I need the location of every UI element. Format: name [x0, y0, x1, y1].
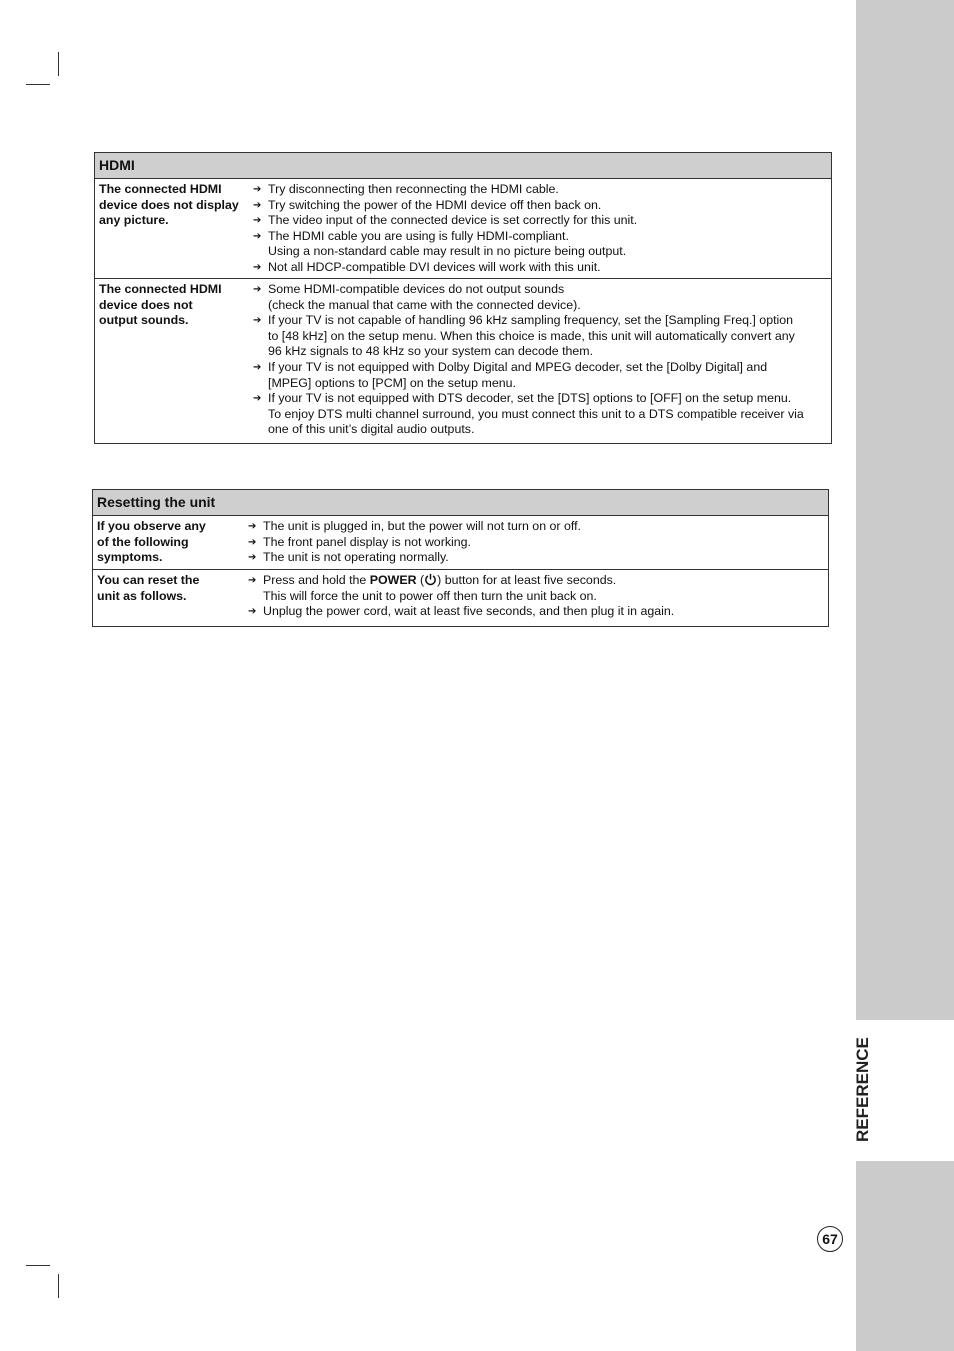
- bullet-text: Try switching the power of the HDMI device off then back on.: [268, 197, 602, 212]
- bullet-text: (check the manual that came with the connected device).: [268, 297, 581, 312]
- bullet-item-continuation: [250, 244, 831, 260]
- crop-mark: [26, 84, 50, 85]
- arrow-icon: ➔: [253, 393, 262, 405]
- row-label-line: You can reset the: [97, 573, 200, 587]
- bullet-item-continuation: [245, 589, 828, 605]
- bullet-text: If your TV is not equipped with DTS decoder, set the [DTS] options to [OFF] on the setup menu.: [268, 391, 792, 406]
- arrow-icon: [250, 329, 268, 345]
- arrow-icon: ➔: [248, 606, 257, 618]
- bullet-item: [245, 573, 828, 589]
- bullet-item: [245, 550, 828, 566]
- bullet-text: 96 kHz signals to 48 kHz so your system can decode them.: [268, 344, 594, 359]
- bullet-text: to [48 kHz] on the setup menu. When this choice is made, this unit will automatically convert any: [268, 328, 795, 343]
- table-row: [95, 179, 831, 278]
- bullet-item-continuation: [250, 329, 831, 345]
- bullet-item: [250, 229, 831, 245]
- bullet-item-continuation: [250, 344, 831, 360]
- bullet-item: [250, 213, 831, 229]
- row-label-line: device does not display: [99, 197, 239, 212]
- arrow-icon: ➔: [253, 284, 262, 295]
- bullet-text: one of this unit’s digital audio outputs.: [268, 422, 475, 437]
- row-label: [95, 279, 250, 441]
- row-label-line: of the following: [97, 534, 189, 549]
- bullet-text: Unplug the power cord, wait at least five seconds, and then plug it in again.: [263, 604, 675, 619]
- side-tab-top: [856, 0, 954, 1020]
- row-label-line: device does not: [99, 297, 193, 312]
- reset-rows: [93, 516, 828, 625]
- side-tab-strip: [853, 0, 954, 1351]
- arrow-icon: [245, 589, 263, 605]
- reset-table: [92, 489, 829, 627]
- bullet-text: The unit is not operating normally.: [263, 550, 449, 565]
- side-tab-label: REFERENCE: [853, 1037, 872, 1143]
- bullet-text: Try disconnecting then reconnecting the HDMI cable.: [268, 182, 559, 196]
- arrow-icon: ➔: [248, 536, 257, 548]
- bullet-text: Press and hold the POWER ( ) button for at least five seconds.: [263, 573, 617, 587]
- bullet-item-continuation: [250, 376, 831, 392]
- bullet-text: Some HDMI-compatible devices do not output sounds: [268, 282, 565, 296]
- bullet-text: Not all HDCP-compatible DVI devices will work with this unit.: [268, 259, 601, 274]
- bullet-text: The HDMI cable you are using is fully HDMI-compliant.: [268, 228, 569, 243]
- row-items: [245, 570, 828, 625]
- arrow-icon: [250, 344, 268, 360]
- arrow-icon: [250, 407, 268, 423]
- hdmi-table: [94, 152, 832, 444]
- arrow-icon: ➔: [248, 552, 257, 564]
- row-label-line: If you observe any: [97, 519, 206, 533]
- arrow-icon: ➔: [253, 215, 262, 227]
- row-items: [250, 279, 831, 441]
- bullet-item-continuation: [250, 407, 831, 423]
- bullet-item: [250, 313, 831, 329]
- bullet-item: [245, 535, 828, 551]
- row-label-line: The connected HDMI: [99, 282, 222, 296]
- bullet-item-continuation: [250, 422, 831, 438]
- hdmi-rows: [95, 179, 831, 441]
- arrow-icon: ➔: [248, 575, 257, 586]
- arrow-icon: [250, 244, 268, 260]
- arrow-icon: ➔: [253, 230, 262, 242]
- bullet-text: The video input of the connected device is set correctly for this unit.: [268, 213, 638, 228]
- row-label-line: symptoms.: [97, 550, 163, 565]
- row-label-line: unit as follows.: [97, 588, 187, 603]
- arrow-icon: ➔: [253, 315, 262, 327]
- bullet-item: [250, 260, 831, 276]
- bullet-item: [250, 360, 831, 376]
- bullet-text: The unit is plugged in, but the power will not turn on or off.: [263, 519, 581, 533]
- arrow-icon: ➔: [248, 521, 257, 532]
- arrow-icon: [250, 422, 268, 438]
- bullet-text: To enjoy DTS multi channel surround, you must connect this unit to a DTS compatible receiver via: [268, 406, 804, 421]
- side-tab-bottom: [856, 1161, 954, 1351]
- hdmi-table-title: HDMI: [95, 153, 831, 179]
- crop-mark: [58, 52, 59, 76]
- bullet-text: Using a non-standard cable may result in no picture being output.: [268, 244, 627, 259]
- arrow-icon: ➔: [253, 261, 262, 273]
- bullet-item: [250, 198, 831, 214]
- power-keyword: POWER: [369, 573, 417, 587]
- table-row: [93, 569, 828, 625]
- bullet-item: [250, 282, 831, 298]
- arrow-icon: ➔: [253, 199, 262, 211]
- table-row: [95, 278, 831, 441]
- arrow-icon: [250, 376, 268, 392]
- bullet-item: [250, 391, 831, 407]
- page-number: 67: [817, 1226, 843, 1252]
- arrow-icon: ➔: [253, 361, 262, 373]
- crop-mark: [26, 1265, 50, 1266]
- bullet-item: [250, 182, 831, 198]
- bullet-text: [MPEG] options to [PCM] on the setup menu.: [268, 375, 516, 390]
- row-items: [250, 179, 831, 278]
- crop-mark: [58, 1274, 59, 1298]
- bullet-text: This will force the unit to power off then turn the unit back on.: [263, 588, 597, 603]
- row-items: [245, 516, 828, 569]
- bullet-text: If your TV is not capable of handling 96 kHz sampling frequency, set the [Sampling Freq.] option: [268, 313, 794, 328]
- arrow-icon: ➔: [253, 184, 262, 195]
- row-label-line: output sounds.: [99, 313, 189, 328]
- bullet-item: [245, 604, 828, 620]
- arrow-icon: [250, 298, 268, 314]
- bullet-item-continuation: [250, 298, 831, 314]
- power-icon: [424, 573, 437, 586]
- row-label: [93, 516, 245, 569]
- bullet-item: [245, 519, 828, 535]
- bullet-text: The front panel display is not working.: [263, 534, 471, 549]
- table-row: [93, 516, 828, 569]
- row-label-line: any picture.: [99, 213, 169, 228]
- row-label-line: The connected HDMI: [99, 182, 222, 196]
- reset-table-title: Resetting the unit: [93, 490, 828, 516]
- bullet-text: If your TV is not equipped with Dolby Digital and MPEG decoder, set the [Dolby Digital] and: [268, 359, 768, 374]
- row-label: [93, 570, 245, 625]
- row-label: [95, 179, 250, 278]
